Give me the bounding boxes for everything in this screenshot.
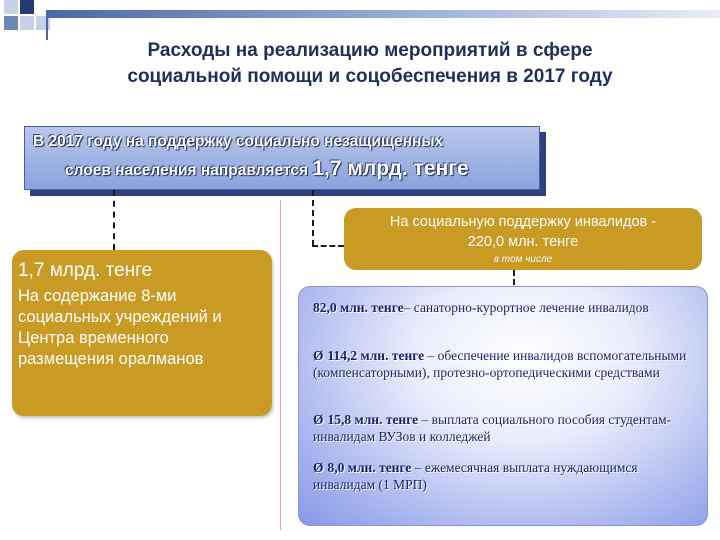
disabled-support-amount: 220,0 млн. тенге [467, 234, 579, 250]
breakdown-item-2 [313, 347, 697, 381]
institutions-description: На содержание 8-ми социальных учреждений и Центра временного размещения оралманов [18, 287, 222, 368]
divider-line [280, 200, 281, 530]
summary-amount: 1,7 млрд. тенге [312, 157, 469, 180]
institutions-amount: 1,7 млрд. тенге [18, 260, 153, 281]
breakdown-item-1-amount: 82,0 млн. тенге [313, 300, 404, 315]
disabled-support-line-1: На социальную поддержку инвалидов - [389, 214, 657, 230]
summary-prefix: слоев населения направляется [65, 162, 309, 179]
bullet-arrow-icon: Ø [313, 412, 324, 427]
header-band [46, 10, 720, 18]
connector-horizontal [312, 245, 344, 247]
breakdown-item-4 [313, 459, 697, 493]
summary-line-2 [65, 157, 469, 181]
breakdown-item-4-text: – ежемесячная выплата нуждающимся инвалидам (1 МРП) [313, 460, 638, 492]
breakdown-box [298, 286, 708, 526]
bullet-arrow-icon: Ø [313, 348, 324, 363]
breakdown-item-3 [313, 411, 697, 445]
summary-line-1: В 2017 году на поддержку социально незащищенных [33, 133, 444, 150]
page-title [40, 38, 700, 90]
connector-middle [312, 190, 314, 246]
breakdown-item-1 [313, 299, 697, 316]
summary-box [24, 126, 540, 190]
breakdown-item-2-amount: 114,2 млн. тенге [327, 348, 425, 363]
breakdown-item-3-amount: 15,8 млн. тенге [327, 412, 419, 427]
institutions-box [12, 250, 272, 416]
header-accent-line [46, 18, 48, 40]
breakdown-item-1-text: – санаторно-курортное лечение инвалидов [403, 300, 649, 315]
breakdown-item-3-text: – выплата социального пособия студентам-инвалидам ВУЗов и колледжей [313, 412, 672, 444]
breakdown-item-4-amount: 8,0 млн. тенге [327, 460, 412, 475]
title-line-1: Расходы на реализацию мероприятий в сфере [147, 40, 593, 61]
disabled-support-box [344, 208, 702, 270]
disabled-support-note: в том числе [493, 254, 553, 265]
breakdown-item-2-text: – обеспечение инвалидов вспомогательными (компенсаторными), протезно-ортопедическими средствами [313, 348, 687, 380]
title-line-2: социальной помощи и соцобеспечения в 2017 году [127, 66, 613, 87]
bullet-arrow-icon: Ø [313, 460, 324, 475]
connector-left [113, 190, 115, 250]
